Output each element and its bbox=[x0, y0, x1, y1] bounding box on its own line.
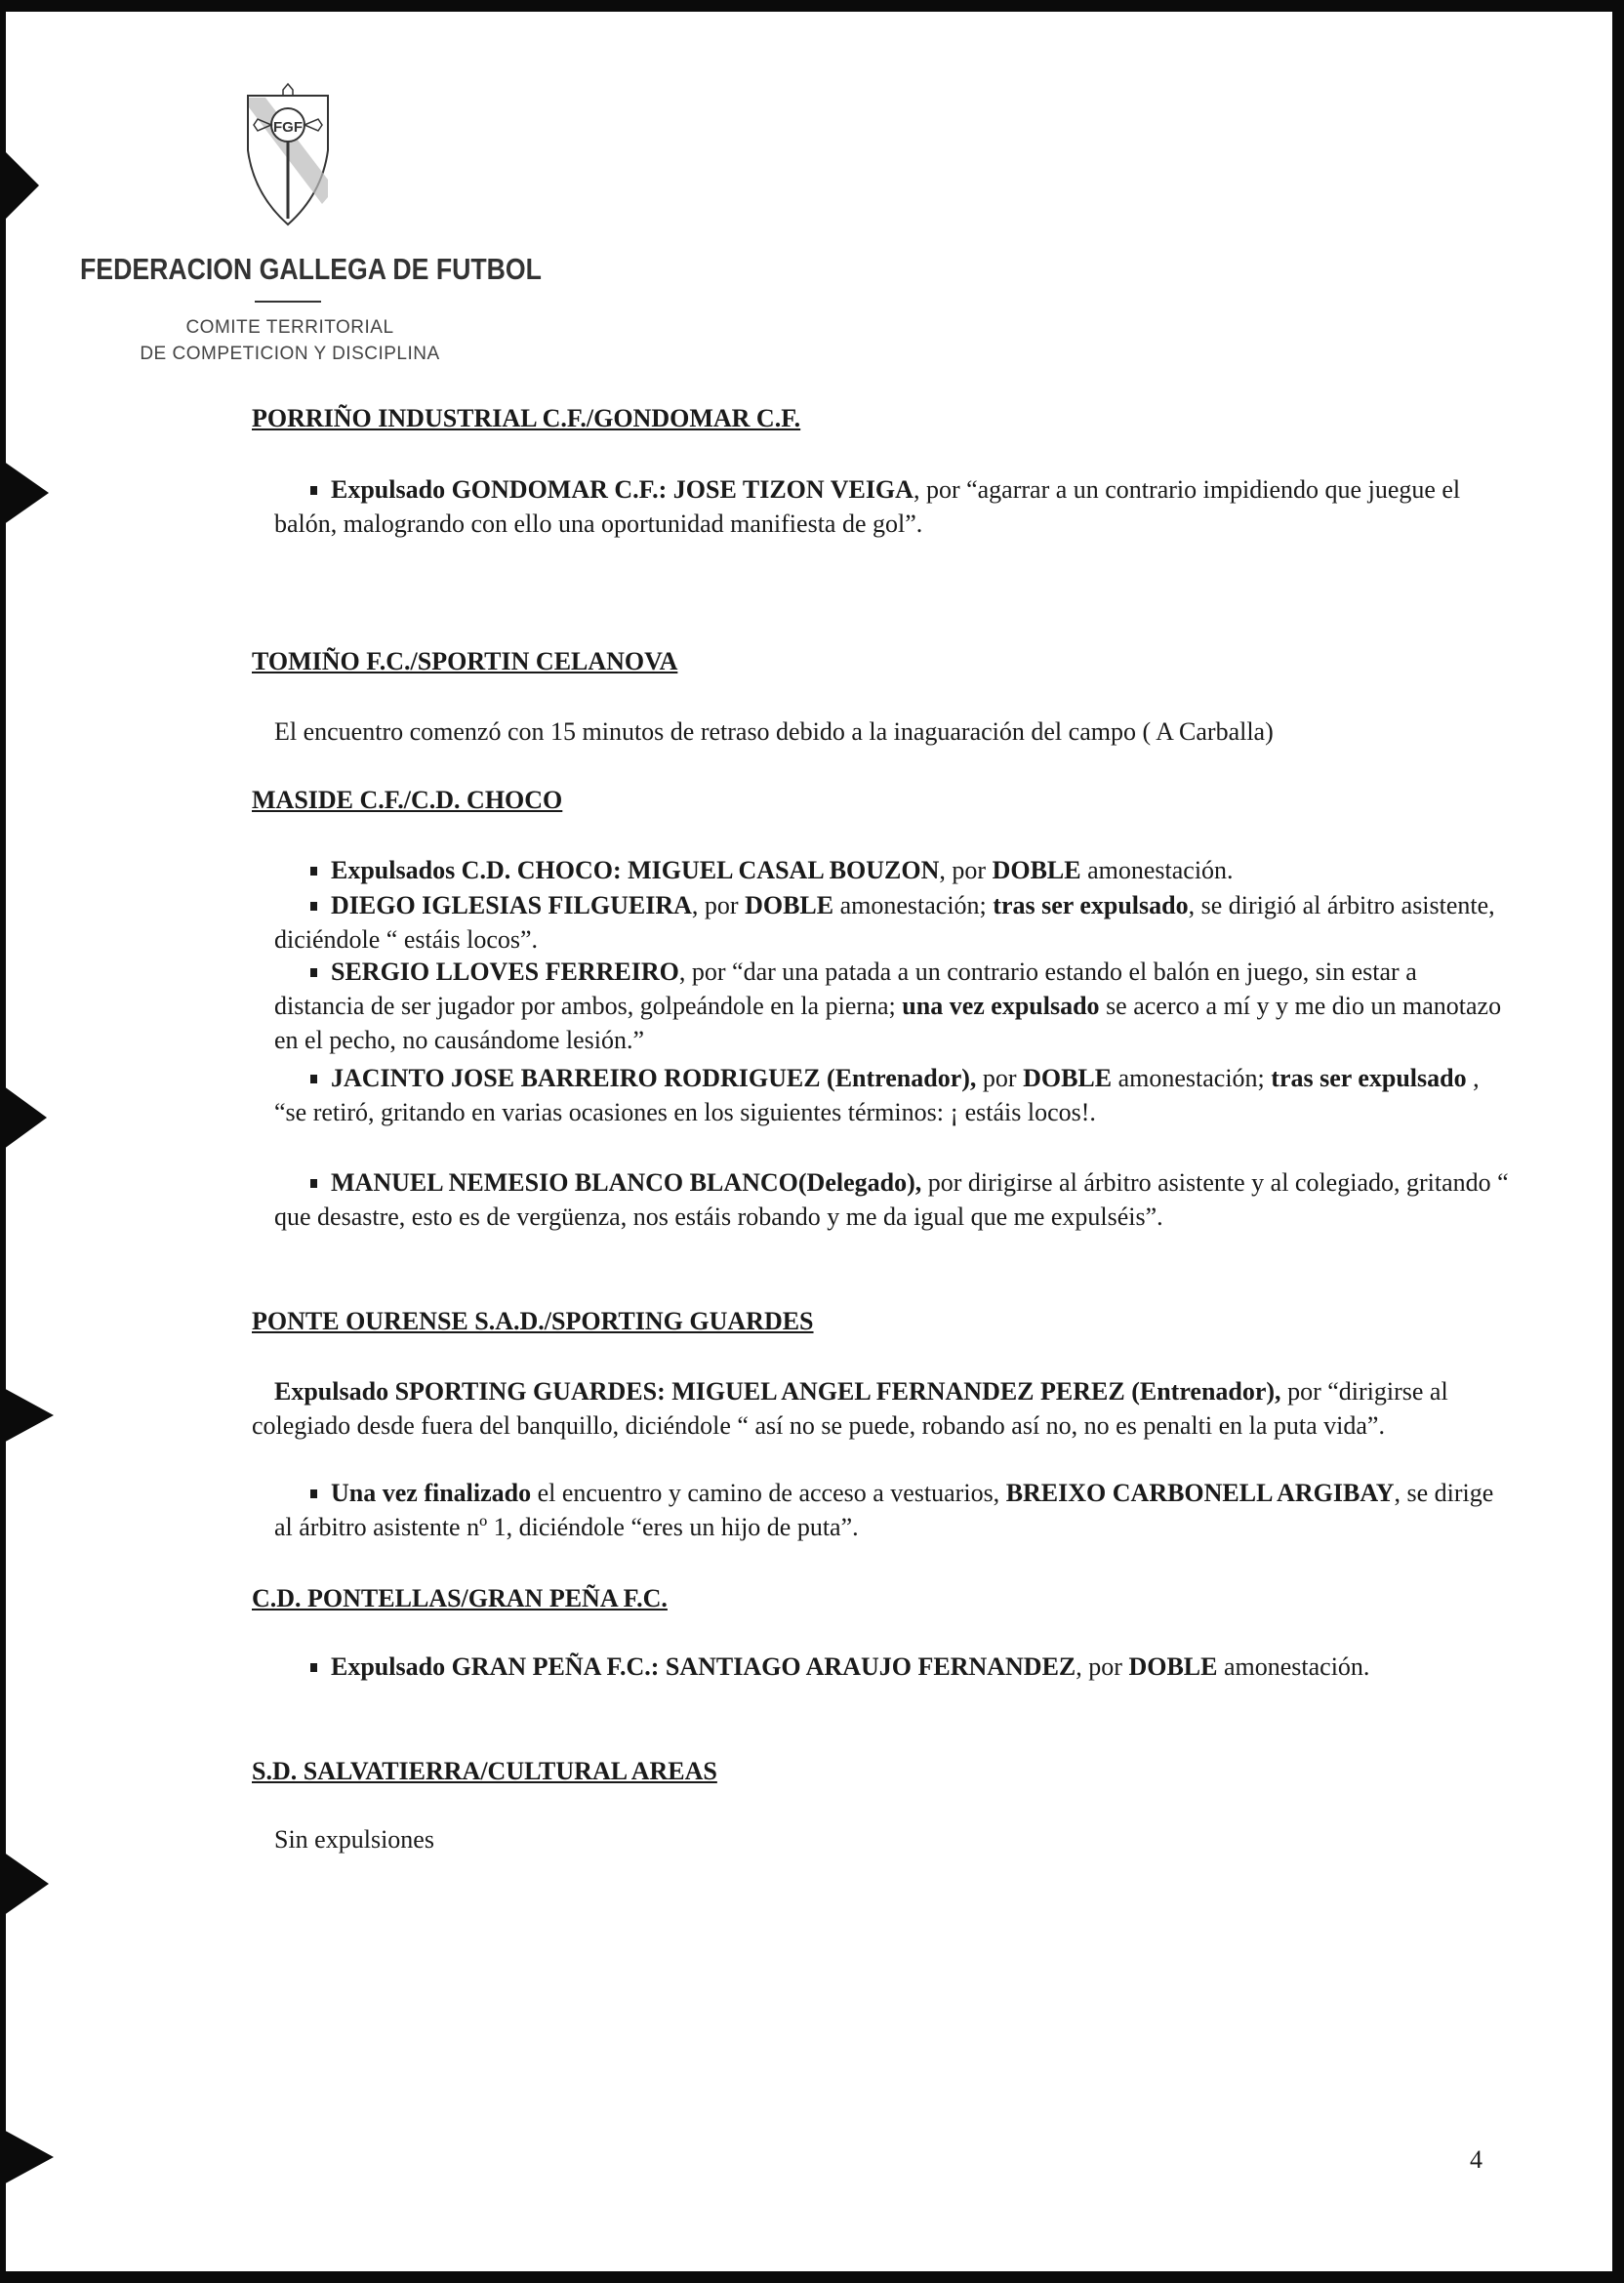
paragraph bbox=[274, 1822, 1509, 1856]
bullet-square-icon bbox=[310, 968, 317, 977]
bulleted-paragraph bbox=[274, 888, 1509, 957]
match-heading: TOMIÑO F.C./SPORTIN CELANOVA bbox=[252, 647, 678, 675]
bulleted-paragraph bbox=[274, 853, 1509, 887]
bold-text-run: JACINTO JOSE BARREIRO RODRIGUEZ (Entrenador), bbox=[331, 1064, 977, 1092]
text-run: , por “dar una patada a un contrario estando el balón en juego, sin estar a distancia de ser jugador por ambos, golpeándole en la pierna; bbox=[274, 958, 1417, 1020]
bold-text-run: DOBLE bbox=[1128, 1652, 1218, 1681]
committee-name-line2: DE COMPETICION Y DISCIPLINA bbox=[140, 344, 440, 364]
text-run: amonestación. bbox=[1217, 1652, 1370, 1681]
bullet-square-icon bbox=[310, 1179, 317, 1188]
text-run: el encuentro y camino de acceso a vestuarios, bbox=[531, 1479, 1006, 1507]
text-run: se acerco a mí y y me dio un manotazo en el pecho, no causándome lesión.” bbox=[274, 992, 1502, 1054]
bold-text-run: una vez expulsado bbox=[902, 992, 1100, 1020]
bullet-square-icon bbox=[310, 1075, 317, 1083]
bold-text-run: BREIXO CARBONELL ARGIBAY bbox=[1005, 1479, 1395, 1507]
text-run: por dirigirse al árbitro asistente y al colegiado, gritando “ que desastre, esto es de vergüenza, nos estáis robando y me da igual que me expulséis”. bbox=[274, 1168, 1509, 1231]
paragraph bbox=[252, 1374, 1486, 1443]
match-heading: PONTE OURENSE S.A.D./SPORTING GUARDES bbox=[252, 1307, 814, 1335]
text-run: amonestación. bbox=[1080, 856, 1234, 884]
torn-edge bbox=[0, 1386, 54, 1445]
bullet-square-icon bbox=[310, 486, 317, 495]
bold-text-run: MANUEL NEMESIO BLANCO BLANCO(Delegado), bbox=[331, 1168, 922, 1197]
text-run: Sin expulsiones bbox=[274, 1825, 434, 1854]
page-number: 4 bbox=[1470, 2145, 1482, 2174]
match-heading: PORRIÑO INDUSTRIAL C.F./GONDOMAR C.F. bbox=[252, 404, 801, 432]
torn-edge bbox=[0, 1850, 49, 1918]
scan-border-right bbox=[1612, 0, 1624, 2283]
text-run: El encuentro comenzó con 15 minutos de retraso debido a la inaguaración del campo ( A Carballa) bbox=[274, 717, 1274, 746]
bullet-square-icon bbox=[310, 902, 317, 911]
torn-edge bbox=[0, 2128, 54, 2186]
torn-edge bbox=[0, 459, 49, 527]
bulleted-paragraph bbox=[274, 472, 1509, 541]
text-run: , se dirige al árbitro asistente nº 1, diciéndole “eres un hijo de puta”. bbox=[274, 1479, 1494, 1541]
text-run: , por “agarrar a un contrario impidiendo que juegue el balón, malogrando con ello una oportunidad manifiesta de gol”. bbox=[274, 475, 1461, 538]
bulleted-paragraph bbox=[274, 1650, 1509, 1684]
bold-text-run: DOBLE bbox=[745, 891, 834, 919]
bulleted-paragraph bbox=[274, 1061, 1509, 1129]
committee-name-line1: COMITE TERRITORIAL bbox=[185, 317, 394, 338]
torn-edge bbox=[0, 1083, 47, 1152]
federation-name: FEDERACION GALLEGA DE FUTBOL bbox=[80, 252, 542, 286]
text-run: por “dirigirse al colegiado desde fuera del banquillo, diciéndole “ así no se puede, robando así no, no es penalti en la puta vida”. bbox=[252, 1377, 1448, 1440]
bold-text-run: DIEGO IGLESIAS FILGUEIRA bbox=[331, 891, 692, 919]
bold-text-run: Expulsado SPORTING GUARDES: MIGUEL ANGEL FERNANDEZ PEREZ (Entrenador), bbox=[274, 1377, 1281, 1406]
match-heading: MASIDE C.F./C.D. CHOCO bbox=[252, 786, 563, 814]
text-run: por bbox=[976, 1064, 1024, 1092]
bullet-square-icon bbox=[310, 867, 317, 876]
text-run: , se dirigió al árbitro asistente, diciéndole “ estáis locos”. bbox=[274, 891, 1495, 954]
bold-text-run: Una vez finalizado bbox=[331, 1479, 532, 1507]
torn-edge bbox=[0, 146, 39, 224]
match-heading: S.D. SALVATIERRA/CULTURAL AREAS bbox=[252, 1757, 717, 1785]
bold-text-run: tras ser expulsado bbox=[993, 891, 1189, 919]
text-run: amonestación; bbox=[833, 891, 994, 919]
bullet-square-icon bbox=[310, 1663, 317, 1672]
bold-text-run: tras ser expulsado bbox=[1271, 1064, 1467, 1092]
paragraph bbox=[274, 714, 1509, 749]
match-heading: C.D. PONTELLAS/GRAN PEÑA F.C. bbox=[252, 1584, 668, 1612]
bulleted-paragraph bbox=[274, 1476, 1509, 1544]
text-run: , por bbox=[691, 891, 746, 919]
text-run: , por bbox=[939, 856, 993, 884]
bold-text-run: Expulsado GONDOMAR C.F.: JOSE TIZON VEIGA bbox=[331, 475, 914, 504]
bold-text-run: Expulsados C.D. CHOCO: MIGUEL CASAL BOUZON bbox=[331, 856, 940, 884]
bullet-square-icon bbox=[310, 1489, 317, 1498]
bold-text-run: Expulsado GRAN PEÑA F.C.: SANTIAGO ARAUJO FERNANDEZ bbox=[331, 1652, 1076, 1681]
federation-shield-logo bbox=[244, 82, 332, 228]
bold-text-run: DOBLE bbox=[1023, 1064, 1113, 1092]
bold-text-run: SERGIO LLOVES FERREIRO bbox=[331, 958, 679, 986]
bulleted-paragraph bbox=[274, 1165, 1509, 1234]
text-run: amonestación; bbox=[1112, 1064, 1272, 1092]
text-run: , por bbox=[1076, 1652, 1129, 1681]
scan-border-bottom bbox=[0, 2271, 1624, 2283]
bulleted-paragraph bbox=[274, 955, 1509, 1057]
text-run: , “se retiró, gritando en varias ocasiones en los siguientes términos: ¡ estáis locos!. bbox=[274, 1064, 1480, 1126]
scan-border-top bbox=[0, 0, 1624, 12]
logo-monogram: FGF bbox=[273, 119, 303, 136]
bold-text-run: DOBLE bbox=[992, 856, 1081, 884]
header-divider bbox=[255, 301, 321, 303]
